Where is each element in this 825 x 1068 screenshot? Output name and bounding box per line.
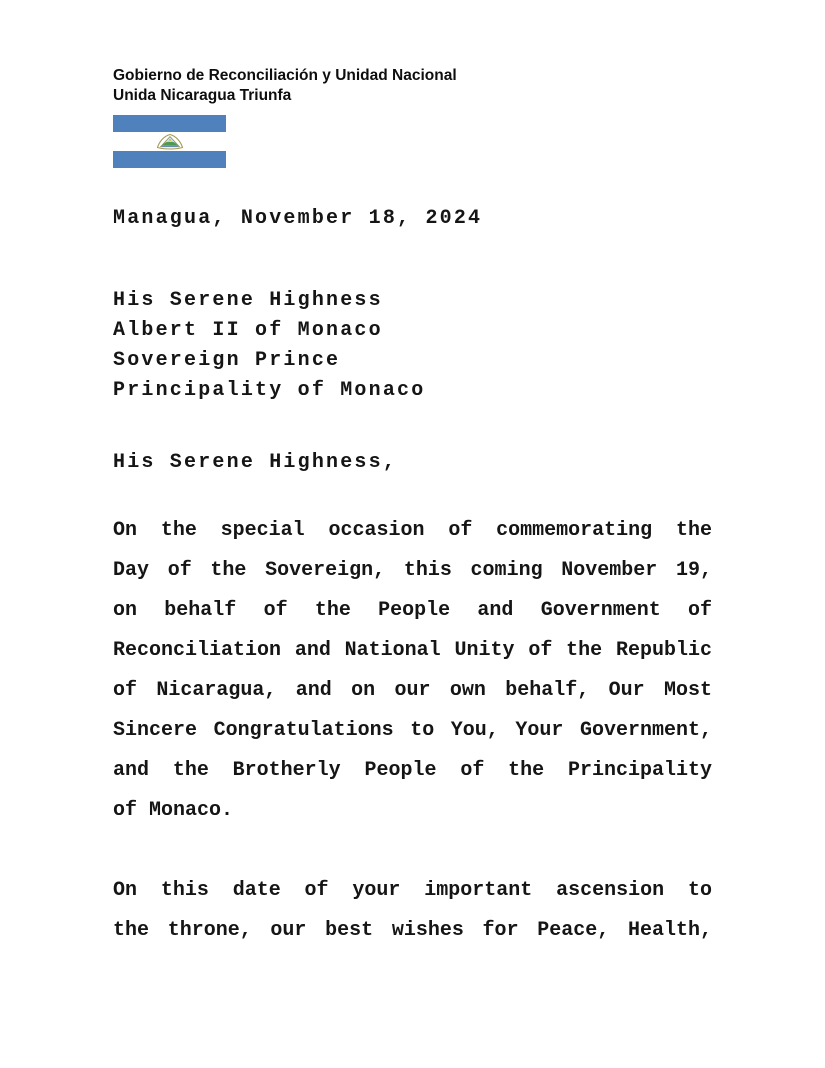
coat-of-arms-icon	[155, 133, 185, 150]
paragraph1-line: on behalf of the People and Government of	[113, 599, 712, 622]
date-line: Managua, November 18, 2024	[113, 207, 483, 230]
paragraph1-last-line: of Monaco.	[113, 799, 234, 822]
recipient-line-state: Principality of Monaco	[113, 379, 426, 402]
paragraph1-line: Day of the Sovereign, this coming November 19,	[113, 559, 712, 582]
body-paragraph-1	[113, 511, 712, 831]
recipient-line-rank: Sovereign Prince	[113, 349, 341, 372]
paragraph1-line: of Nicaragua, and on our own behalf, Our Most	[113, 679, 712, 702]
paragraph1-line: Sincere Congratulations to You, Your Government,	[113, 719, 712, 742]
recipient-line-name: Albert II of Monaco	[113, 319, 383, 342]
flag-middle-stripe	[113, 132, 226, 151]
salutation: His Serene Highness,	[113, 451, 398, 474]
paragraph1-line: Reconciliation and National Unity of the Republic	[113, 639, 712, 662]
paragraph1-line: and the Brotherly People of the Principality	[113, 759, 712, 782]
flag-bottom-stripe	[113, 151, 226, 168]
recipient-line-title: His Serene Highness	[113, 289, 383, 312]
body-paragraph-2	[113, 871, 712, 951]
paragraph1-line: On the special occasion of commemorating the	[113, 519, 712, 542]
government-header	[113, 0, 712, 106]
nicaragua-flag-image	[113, 115, 226, 168]
paragraph2-line: the throne, our best wishes for Peace, Health,	[113, 919, 712, 942]
government-header-line2: Unida Nicaragua Triunfa	[113, 87, 292, 104]
paragraph2-line: On this date of your important ascension to	[113, 879, 712, 902]
recipient-address-block	[113, 286, 712, 406]
government-header-line1: Gobierno de Reconciliación y Unidad Nacional	[113, 67, 457, 84]
flag-top-stripe	[113, 115, 226, 132]
